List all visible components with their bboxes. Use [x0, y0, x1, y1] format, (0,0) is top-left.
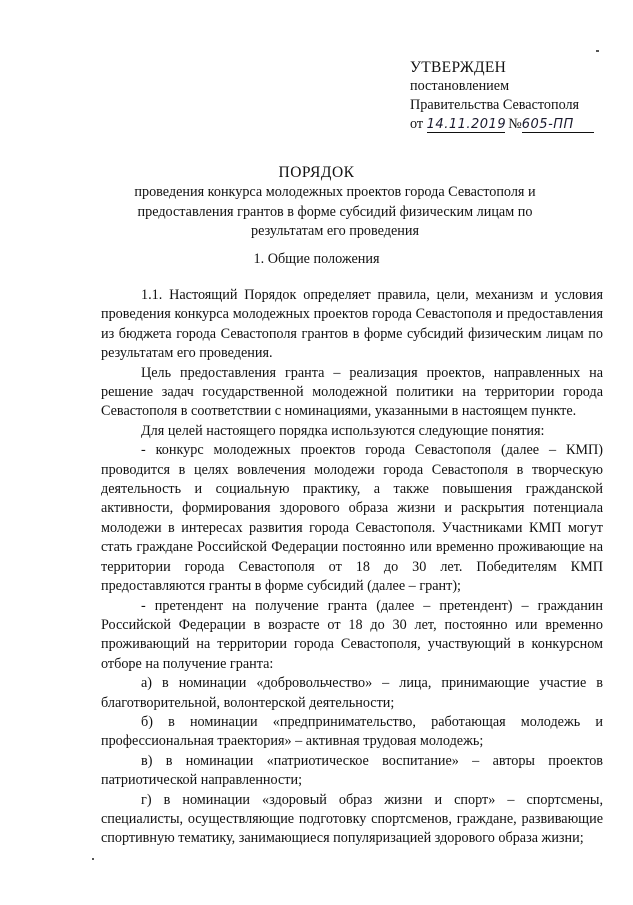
paragraph-definition-applicant: - претендент на получение гранта (далее – претендент) – гражданин Российской Федерации в возрасте от 18 до 30 лет, постоянно или временно проживающий на территории города Севастополя, участвующий в конкурсном отборе на получение гранта: — [101, 597, 603, 672]
handwritten-number: 605-ПП — [521, 117, 574, 132]
paragraph-definition-kmp: - конкурс молодежных проектов города Севастополя (далее – КМП) проводится в целях вовлечения молодежи города Севастополя в творческую деятельность и социальную практику, а также повышения гражданской активности, формирования здорового образа жизни и раскрытия потенциала молодежи в интересах развития города Севастополя. Участниками КМП могут стать граждане Российской Федерации постоянно или временно проживающие на территории города Севастополя от 18 до 30 лет. Победителям КМП предоставляются гранты в форме субсидий (далее – грант); — [101, 442, 603, 595]
approval-date-line — [410, 115, 594, 134]
nomination-d: г) в номинации «здоровый образ жизни и спорт» – спортсмены, специалисты, осуществляющие подготовку спортсменов, граждане, развивающие спортивную тематику, занимающиеся популяризацией здорового образа жизни; — [101, 791, 603, 847]
nomination-a: а) в номинации «добровольчество» – лица, принимающие участие в благотворительной, волонтерской деятельности; — [101, 675, 603, 711]
paragraph-goal: Цель предоставления гранта – реализация проектов, направленных на решение задач государственной молодежной политики на территории города Севастополя в соответствии с номинациями, указанными в настоящем пункте. — [101, 364, 603, 420]
date-prefix: от — [410, 116, 424, 132]
date-field — [427, 117, 505, 133]
handwritten-date: 14.11.2019 — [426, 117, 507, 132]
nomination-b: б) в номинации «предпринимательство, работающая молодежь и профессиональная траектория» – активная трудовая молодежь; — [101, 713, 603, 750]
document-body — [101, 286, 603, 849]
approval-stamp — [410, 58, 594, 134]
approval-line-1: постановлением — [410, 78, 510, 94]
paragraph-1-1: 1.1. Настоящий Порядок определяет правила, цели, механизм и условия проведения конкурса молодежных проектов города Севастополя и предоставления из бюджета города Севастополя грантов в форме субсидий физическим лицам по результатам его проведения. — [101, 287, 603, 362]
nomination-c: в) в номинации «патриотическое воспитание» – авторы проектов патриотической направленности; — [101, 752, 603, 789]
number-sign: № — [508, 116, 522, 132]
document-title: ПОРЯДОК — [278, 164, 355, 181]
scan-speck — [92, 858, 94, 860]
document-subtitle: проведения конкурса молодежных проектов города Севастополя и предоставления грантов в форме субсидий физическим лицам по результатам его проведения — [134, 184, 536, 239]
approval-line-2: Правительства Севастополя — [410, 97, 580, 113]
scan-speck — [596, 50, 599, 52]
section-heading: 1. Общие положения — [253, 251, 380, 267]
paragraph-definitions-intro: Для целей настоящего порядка используются следующие понятия: — [141, 422, 545, 439]
approval-heading: УТВЕРЖДЕН — [410, 59, 507, 76]
number-field — [522, 117, 594, 133]
